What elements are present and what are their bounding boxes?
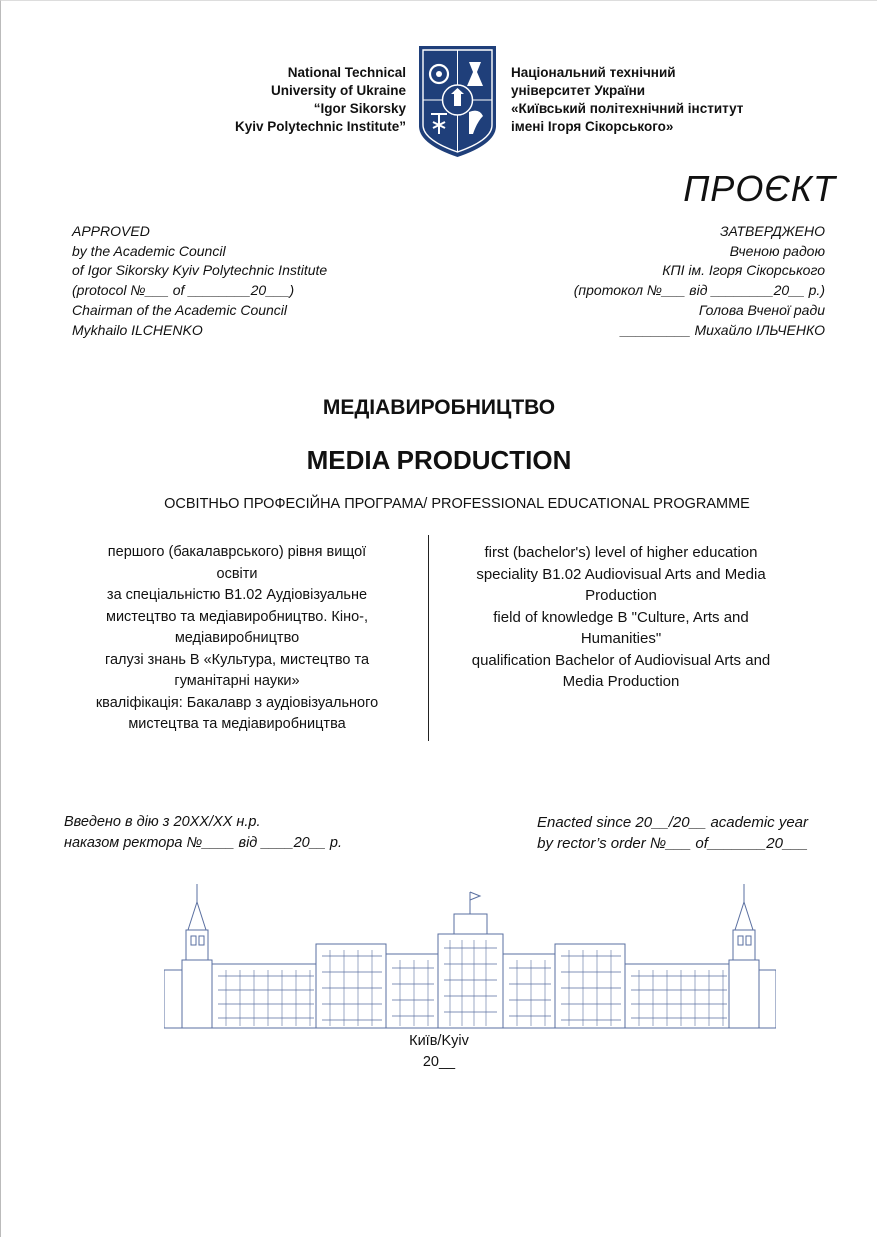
approval-en-line: Mykhailo ILCHENKO bbox=[72, 321, 203, 338]
enacted-en-line: Enacted since 20__/20__ academic year bbox=[536, 814, 808, 831]
approval-uk-line: Голова Вченої ради bbox=[698, 301, 825, 318]
details-en-line: speciality B1.02 Audiovisual Arts and Media bbox=[476, 565, 766, 583]
program-subtitle: ОСВІТНЬО ПРОФЕСІЙНА ПРОГРАМА/ PROFESSIONAL EDUCATIONAL PROGRAMME bbox=[164, 496, 750, 512]
approval-block-en bbox=[72, 222, 327, 340]
university-uk-line: Національний технічний bbox=[511, 65, 676, 80]
details-uk-line: за спеціальністю B1.02 Аудіовізуальне bbox=[106, 587, 368, 603]
enacted-uk-line: Введено в дію з 20ХХ/ХХ н.р. bbox=[64, 814, 261, 830]
university-name-uk bbox=[511, 64, 743, 136]
enacted-uk-line: наказом ректора №____ від ____20__ р. bbox=[64, 835, 342, 851]
approval-uk-line: (протокол №___ від ________20__ р.) bbox=[573, 282, 825, 299]
program-details-uk bbox=[72, 542, 402, 736]
details-en-line: qualification Bachelor of Audiovisual Arts and bbox=[471, 651, 771, 669]
approval-en-line: by the Academic Council bbox=[72, 242, 226, 259]
program-title-uk: МЕДІАВИРОБНИЦТВО bbox=[322, 396, 556, 419]
details-uk-line: гуманітарні науки» bbox=[174, 673, 300, 689]
enacted-block-uk bbox=[64, 812, 342, 854]
details-en-line: Production bbox=[585, 587, 657, 604]
details-uk-line: мистецтва та медіавиробництва bbox=[128, 716, 346, 732]
approval-uk-line: КПІ ім. Ігоря Сікорського bbox=[662, 262, 825, 279]
project-label: ПРОЄКТ bbox=[683, 168, 836, 209]
enacted-block-en bbox=[537, 812, 808, 854]
details-en-line: first (bachelor's) level of higher education bbox=[484, 544, 758, 561]
university-en-line: University of Ukraine bbox=[270, 83, 406, 98]
kpi-crest-icon bbox=[417, 44, 498, 159]
city-year-block bbox=[0, 1031, 878, 1073]
details-uk-line: галузі знань В «Культура, мистецтво та bbox=[104, 651, 370, 668]
university-name-en bbox=[235, 64, 406, 136]
details-uk-line: першого (бакалаврського) рівня вищої bbox=[107, 544, 367, 560]
university-en-line: “Igor Sikorsky bbox=[313, 101, 406, 116]
university-en-line: Kyiv Polytechnic Institute” bbox=[234, 119, 406, 134]
year-label: 20__ bbox=[422, 1054, 456, 1070]
approval-uk-line: _________ Михайло ІЛЬЧЕНКО bbox=[620, 321, 825, 338]
kpi-main-building-drawing bbox=[164, 882, 776, 1030]
details-uk-line: кваліфікація: Бакалавр з аудіовізуального bbox=[95, 694, 379, 711]
details-en-line: Humanities" bbox=[580, 630, 662, 647]
university-uk-line: імені Ігоря Сікорського» bbox=[511, 119, 674, 134]
details-uk-line: освіти bbox=[216, 565, 258, 582]
enacted-en-line: by rector’s order №___ of_______20___ bbox=[537, 835, 808, 852]
approval-uk-line: ЗАТВЕРДЖЕНО bbox=[719, 223, 825, 239]
column-divider bbox=[428, 535, 429, 741]
university-en-line: National Technical bbox=[287, 65, 406, 80]
program-title-en: MEDIA PRODUCTION bbox=[306, 445, 572, 475]
details-uk-line: медіавиробництво bbox=[174, 630, 300, 646]
city-label: Київ/Kyiv bbox=[409, 1033, 469, 1049]
approval-en-line: APPROVED bbox=[72, 223, 150, 239]
university-uk-line: університет України bbox=[511, 83, 646, 98]
details-en-line: field of knowledge В "Culture, Arts and bbox=[493, 608, 749, 626]
approval-en-line: of Igor Sikorsky Kyiv Polytechnic Institute bbox=[72, 262, 328, 279]
approval-en-line: Chairman of the Academic Council bbox=[72, 301, 288, 318]
details-uk-line: мистецтво та медіавиробництво. Кіно-, bbox=[105, 608, 369, 625]
program-details-en bbox=[448, 542, 794, 693]
approval-en-line: (protocol №___ of ________20___) bbox=[72, 282, 295, 299]
approval-block-uk bbox=[574, 222, 825, 340]
approval-uk-line: Вченою радою bbox=[729, 242, 825, 259]
university-uk-line: «Київський політехнічний інститут bbox=[511, 101, 744, 116]
details-en-line: Media Production bbox=[562, 673, 680, 690]
